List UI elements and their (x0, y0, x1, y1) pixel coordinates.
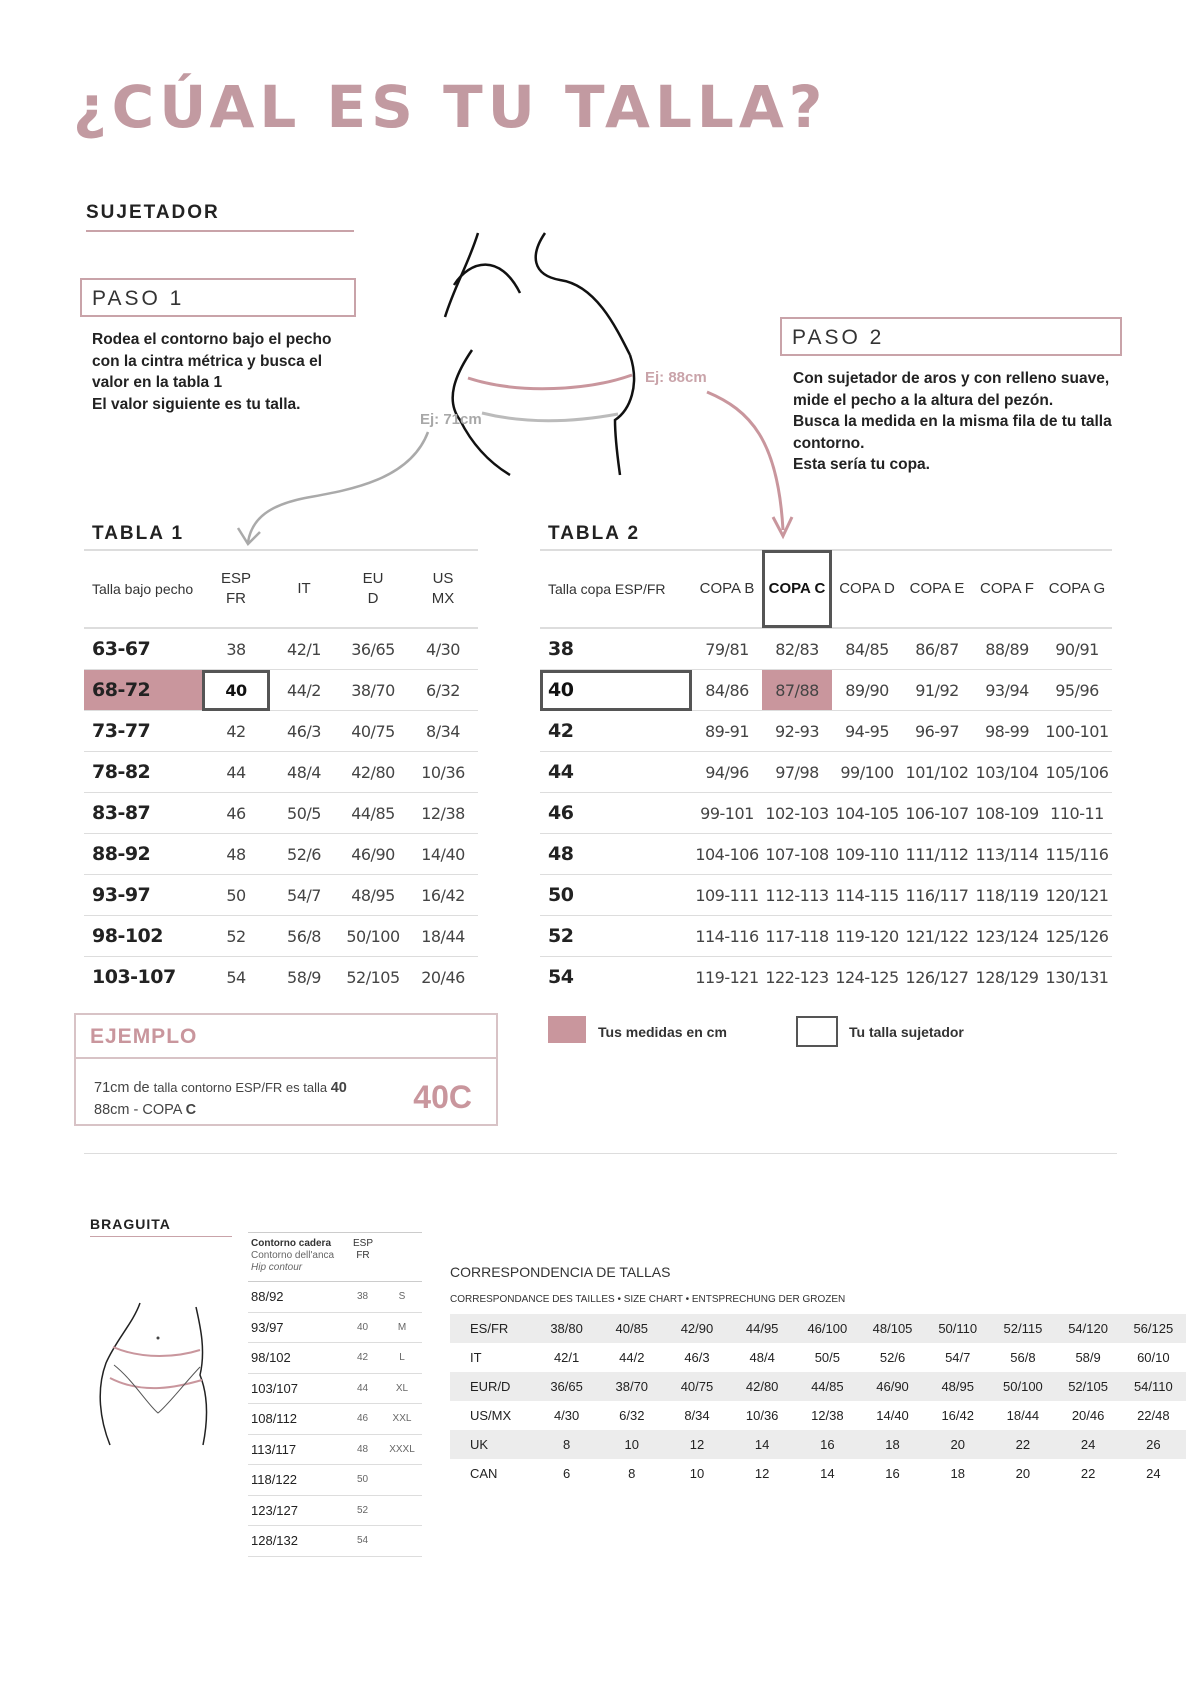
paso2-line: mide el pecho a la altura del pezón. (793, 391, 1054, 409)
t2-cell: 122-123 (765, 967, 829, 987)
c-cell: 22 (1080, 1466, 1096, 1481)
t2-cell: 99/100 (832, 752, 902, 793)
t2-cell: 46 (540, 793, 692, 834)
b-cell: 44 (343, 1373, 383, 1404)
t2-cell: 109-111 (692, 875, 762, 916)
briefs-illustration (88, 1295, 218, 1450)
table-row (450, 1343, 1186, 1372)
t2-cell: 86/87 (902, 628, 972, 670)
c-cell: 48/105 (860, 1314, 925, 1343)
c-cell: 20 (925, 1430, 990, 1459)
paso1-line: El valor siguiente es tu talla. (92, 395, 301, 413)
correspondencia-subtitle: CORRESPONDANCE DES TAILLES • SIZE CHART • ENTSPRECHUNG DER GROZEN (450, 1294, 846, 1305)
t2-cell: 92-93 (762, 711, 832, 752)
ejemplo-heading: EJEMPLO (76, 1015, 496, 1059)
underbust-hint: Ej: 71cm (420, 411, 482, 428)
c-cell: US/MX (470, 1408, 512, 1423)
c-cell: 50/5 (814, 1350, 840, 1365)
t2-cell: 111/112 (902, 834, 972, 875)
table-row (84, 752, 478, 793)
t2-cell: 91/92 (902, 670, 972, 711)
c-cell: 24 (1056, 1430, 1121, 1459)
c-cell: 6 (562, 1466, 571, 1481)
table-row (450, 1430, 1186, 1459)
table-row (248, 1495, 422, 1526)
c-cell: 44/2 (619, 1350, 645, 1365)
t2-cell: 119-120 (832, 916, 902, 957)
t1-cell: 46/3 (270, 711, 338, 752)
c-cell: 6/32 (619, 1408, 645, 1423)
c-cell: 42/1 (553, 1350, 580, 1365)
c-cell: 58/9 (1075, 1350, 1101, 1365)
b-cell: 46 (343, 1404, 383, 1435)
c-cell: 8 (534, 1430, 599, 1459)
t2-cell: 95/96 (1042, 670, 1112, 711)
c-cell: 48/95 (925, 1372, 990, 1401)
table-row (540, 628, 1112, 670)
b-cell: 98/102 (248, 1343, 343, 1374)
t1-cell: 6/32 (408, 670, 478, 711)
t2-cell: 88/89 (972, 628, 1042, 670)
b-cell: 123/127 (248, 1495, 343, 1526)
bust-hint: Ej: 88cm (645, 369, 707, 386)
c-cell: 40/75 (664, 1372, 729, 1401)
c-cell: 48/4 (749, 1350, 775, 1365)
b-cell: S (383, 1282, 422, 1313)
c-cell: 10 (599, 1430, 664, 1459)
t2-cell: 104-105 (832, 793, 902, 834)
paso2-line: Con sujetador de aros y con relleno suave, (793, 370, 1110, 387)
c-cell: 60/10 (1137, 1350, 1170, 1365)
t2-header: COPA B (692, 550, 762, 628)
t2-cell: 90/91 (1042, 628, 1112, 670)
correspondencia-table (450, 1314, 1186, 1488)
t2-cell: 117-118 (762, 916, 832, 957)
table-row (84, 670, 478, 711)
t1-cell: 16/42 (408, 875, 478, 916)
b-cell: 50 (343, 1465, 383, 1496)
t1-cell: 50 (202, 875, 270, 916)
table-row (540, 752, 1112, 793)
t2-cell: 100-101 (1042, 711, 1112, 752)
page-title: ¿CÚAL ES TU TALLA? (73, 73, 828, 141)
t1-cell: 42/80 (338, 752, 408, 793)
paso2-label: PASO 2 (792, 326, 885, 349)
b-cell (383, 1495, 422, 1526)
t2-cell: 54 (548, 966, 574, 988)
table-row (248, 1373, 422, 1404)
divider (84, 1153, 1117, 1154)
legend-size-swatch (796, 1016, 838, 1047)
t2-cell: 94/96 (692, 752, 762, 793)
b-cell: 52 (343, 1495, 383, 1526)
c-cell: 18 (860, 1430, 925, 1459)
t1-cell: 46 (202, 793, 270, 834)
t1-cell: 48 (202, 834, 270, 875)
legend-measures-label: Tus medidas en cm (598, 1024, 727, 1040)
t2-cell: 97/98 (762, 752, 832, 793)
t1-cell: 4/30 (408, 628, 478, 670)
table-row (84, 711, 478, 752)
t2-cell-selected: 40 (540, 670, 692, 711)
table-row (84, 628, 478, 670)
table-row (540, 957, 1112, 998)
t1-cell: 48/4 (270, 752, 338, 793)
c-cell: 16/42 (941, 1408, 974, 1423)
t2-cell: 113/114 (972, 834, 1042, 875)
c-cell: 52/115 (990, 1314, 1055, 1343)
t2-cell: 89-91 (692, 711, 762, 752)
t2-header: COPA F (972, 550, 1042, 628)
t1-cell: 42 (202, 711, 270, 752)
t2-cell: 118/119 (972, 875, 1042, 916)
table-row (248, 1282, 422, 1313)
c-cell: 38/70 (599, 1372, 664, 1401)
c-cell: 54/7 (945, 1350, 971, 1365)
table-row (540, 670, 1112, 711)
t1-cell: 56/8 (270, 916, 338, 957)
c-cell: 46/100 (795, 1314, 860, 1343)
t1-cell: 50/100 (338, 916, 408, 957)
b-cell (383, 1526, 422, 1557)
c-cell: 38/80 (534, 1314, 599, 1343)
c-cell: 56/8 (1010, 1350, 1036, 1365)
table-row (84, 957, 478, 998)
b-cell: 88/92 (248, 1282, 343, 1313)
t1-cell: 10/36 (408, 752, 478, 793)
b-cell: 128/132 (248, 1526, 343, 1557)
table-row (450, 1459, 1186, 1488)
b-cell (383, 1465, 422, 1496)
t2-cell: 121/122 (902, 916, 972, 957)
t1-cell: 83-87 (84, 793, 202, 834)
table-row (248, 1404, 422, 1435)
t2-cell: 109-110 (832, 834, 902, 875)
b-cell: L (383, 1343, 422, 1374)
t2-cell: 116/117 (902, 875, 972, 916)
t2-cell: 112-113 (762, 875, 832, 916)
legend-measures-swatch (548, 1016, 586, 1043)
t1-cell: 18/44 (408, 916, 478, 957)
t1-cell: 50/5 (270, 793, 338, 834)
sujetador-heading: SUJETADOR (86, 202, 220, 223)
c-cell: 52/105 (1056, 1372, 1121, 1401)
c-cell: IT (470, 1350, 482, 1365)
tabla2 (540, 549, 1112, 997)
b-cell: 108/112 (248, 1404, 343, 1435)
t2-cell: 84/85 (832, 628, 902, 670)
ej-part: 71cm de (94, 1080, 154, 1096)
c-cell: 16 (795, 1430, 860, 1459)
t1-cell: 12/38 (408, 793, 478, 834)
table-row (540, 711, 1112, 752)
t2-header: COPA E (902, 550, 972, 628)
b-cell: 54 (343, 1526, 383, 1557)
braguita-table (248, 1232, 422, 1557)
c-cell: 24 (1146, 1466, 1161, 1481)
c-cell: 22 (990, 1430, 1055, 1459)
t1-cell: 46/90 (338, 834, 408, 875)
t1-cell: 38/70 (338, 670, 408, 711)
paso2-box (780, 317, 1122, 356)
table-row (450, 1401, 1186, 1430)
b-cell: 40 (343, 1312, 383, 1343)
c-cell: 20 (1015, 1466, 1031, 1481)
c-cell: 44/95 (730, 1314, 795, 1343)
b-cell: M (383, 1312, 422, 1343)
c-cell: 12 (664, 1430, 729, 1459)
table-row (540, 793, 1112, 834)
ejemplo-box (74, 1013, 498, 1126)
t2-cell: 48 (540, 834, 692, 875)
c-cell: 50/100 (990, 1372, 1055, 1401)
t1-cell: 44 (202, 752, 270, 793)
t1-cell: 98-102 (84, 916, 202, 957)
paso1-label: PASO 1 (92, 287, 185, 310)
c-cell: 14 (730, 1430, 795, 1459)
t2-cell: 115/116 (1042, 834, 1112, 875)
table-row (248, 1312, 422, 1343)
t1-header: US MX (408, 550, 478, 628)
table-row (248, 1434, 422, 1465)
paso2-line: Esta sería tu copa. (793, 456, 930, 473)
tabla1 (84, 549, 478, 997)
tabla2-heading: TABLA 2 (548, 523, 641, 544)
b-cell: 38 (343, 1282, 383, 1313)
t1-cell: 36/65 (338, 628, 408, 670)
paso2-text (793, 368, 1112, 476)
t2-cell: 96-97 (902, 711, 972, 752)
braguita-heading: BRAGUITA (90, 1216, 171, 1232)
t1-cell-highlight: 68-72 (84, 670, 202, 711)
t2-cell: 89/90 (832, 670, 902, 711)
t2-cell: 99-101 (692, 793, 762, 834)
c-cell: 4/30 (553, 1408, 580, 1423)
t1-cell: 14/40 (408, 834, 478, 875)
c-cell: 40/85 (599, 1314, 664, 1343)
t2-header: COPA G (1042, 550, 1112, 628)
b-cell: 48 (343, 1434, 383, 1465)
braguita-header: Contorno cadera Contorno dell'anca Hip contour (248, 1233, 343, 1282)
t1-cell: 58/9 (287, 967, 321, 987)
t2-cell: 103/104 (972, 752, 1042, 793)
arrows (230, 380, 830, 550)
t1-cell: 52/105 (346, 967, 400, 987)
c-cell: 16 (885, 1466, 900, 1481)
c-cell: 12/38 (811, 1408, 844, 1423)
paso1-line: con la cintra métrica y busca el (92, 352, 323, 370)
table-row (450, 1372, 1186, 1401)
b-cell: XL (383, 1373, 422, 1404)
c-cell: 54/110 (1121, 1372, 1186, 1401)
t2-cell: 108-109 (972, 793, 1042, 834)
t1-cell: 8/34 (408, 711, 478, 752)
t2-cell: 101/102 (902, 752, 972, 793)
t1-cell: 78-82 (84, 752, 202, 793)
t1-cell: 52 (202, 916, 270, 957)
c-cell: 44/85 (795, 1372, 860, 1401)
t2-header: COPA D (832, 550, 902, 628)
t2-cell: 38 (540, 628, 692, 670)
t2-cell: 123/124 (972, 916, 1042, 957)
t1-cell: 40/75 (338, 711, 408, 752)
braguita-header: ESP FR (343, 1233, 383, 1282)
t2-cell: 120/121 (1042, 875, 1112, 916)
ej-part: C (185, 1102, 197, 1118)
c-cell: 18 (950, 1466, 965, 1481)
paso1-line: Rodea el contorno bajo el pecho (92, 331, 332, 348)
table-row (84, 834, 478, 875)
t1-header: IT (270, 550, 338, 628)
table-row (540, 875, 1112, 916)
b-cell: 103/107 (248, 1373, 343, 1404)
t2-cell: 42 (540, 711, 692, 752)
b-cell: XXXL (383, 1434, 422, 1465)
correspondencia-title: CORRESPONDENCIA DE TALLAS (450, 1264, 671, 1280)
t2-cell: 105/106 (1042, 752, 1112, 793)
t1-header: EU D (338, 550, 408, 628)
t1-cell: 73-77 (84, 711, 202, 752)
c-cell: EUR/D (450, 1372, 534, 1401)
c-cell: 22/48 (1137, 1408, 1170, 1423)
t2-cell: 104-106 (692, 834, 762, 875)
c-cell: ES/FR (450, 1314, 534, 1343)
t2-cell: 50 (540, 875, 692, 916)
paso2-line: contorno. (793, 434, 865, 452)
c-cell: 18/44 (1006, 1408, 1040, 1423)
t2-cell: 110-11 (1042, 793, 1112, 834)
t2-cell: 107-108 (762, 834, 832, 875)
table-row (540, 916, 1112, 957)
t2-cell: 130/131 (1045, 967, 1109, 987)
c-cell: 12 (754, 1466, 770, 1481)
c-cell: 42/80 (730, 1372, 795, 1401)
t2-cell: 114-116 (692, 916, 762, 957)
t2-cell: 98-99 (972, 711, 1042, 752)
paso1-line: valor en la tabla 1 (92, 374, 223, 391)
t1-cell: 20/46 (421, 967, 465, 987)
t1-cell: 63-67 (84, 628, 202, 670)
c-cell: UK (450, 1430, 534, 1459)
t1-cell: 103-107 (92, 966, 176, 988)
t2-cell: 84/86 (692, 670, 762, 711)
ej-part: 88cm - COPA (94, 1102, 186, 1118)
t1-cell: 38 (202, 628, 270, 670)
t1-header: Talla bajo pecho (84, 550, 202, 628)
c-cell: 10 (689, 1466, 705, 1481)
table-row (248, 1465, 422, 1496)
t1-cell: 44/2 (270, 670, 338, 711)
b-cell: XXL (383, 1404, 422, 1435)
c-cell: 36/65 (534, 1372, 599, 1401)
table-row (450, 1314, 1186, 1343)
t2-cell: 79/81 (692, 628, 762, 670)
paso1-box (80, 278, 356, 317)
table-row (248, 1526, 422, 1557)
c-cell: 46/3 (684, 1350, 710, 1365)
t1-cell: 54/7 (270, 875, 338, 916)
c-cell: 8/34 (684, 1408, 710, 1423)
t2-header-selected: COPA C (762, 550, 832, 628)
c-cell: CAN (470, 1466, 498, 1481)
table-row (540, 834, 1112, 875)
c-cell: 56/125 (1121, 1314, 1186, 1343)
c-cell: 14/40 (876, 1408, 909, 1423)
t2-cell: 52 (540, 916, 692, 957)
table-row (84, 916, 478, 957)
c-cell: 42/90 (664, 1314, 729, 1343)
paso2-line: Busca la medida en la misma fila de tu talla (793, 413, 1112, 430)
ej-part: talla contorno ESP/FR es talla (153, 1080, 331, 1095)
braguita-header (383, 1233, 422, 1282)
t2-cell: 128/129 (975, 967, 1039, 987)
table-row (248, 1343, 422, 1374)
t2-cell: 44 (540, 752, 692, 793)
table-row (84, 875, 478, 916)
t2-cell: 114-115 (832, 875, 902, 916)
c-cell: 8 (628, 1466, 636, 1481)
ejemplo-text (94, 1077, 347, 1121)
ej-part: 40 (330, 1080, 347, 1096)
t1-cell: 88-92 (84, 834, 202, 875)
b-cell: 93/97 (248, 1312, 343, 1343)
t1-cell: 54 (226, 967, 246, 987)
t1-header: ESP FR (202, 550, 270, 628)
t2-cell: 119-121 (695, 967, 759, 987)
t2-cell: 124-125 (835, 967, 899, 987)
ejemplo-result: 40C (413, 1079, 472, 1115)
c-cell: 20/46 (1071, 1408, 1105, 1423)
c-cell: 52/6 (879, 1350, 906, 1365)
c-cell: 14 (820, 1466, 835, 1481)
b-cell: 113/117 (248, 1434, 343, 1465)
c-cell: 54/120 (1056, 1314, 1121, 1343)
b-cell: 42 (343, 1343, 383, 1374)
sujetador-underline (86, 230, 354, 232)
b-cell: 118/122 (248, 1465, 343, 1496)
t1-cell: 52/6 (270, 834, 338, 875)
t1-cell: 44/85 (338, 793, 408, 834)
legend-size-label: Tu talla sujetador (849, 1024, 964, 1040)
tabla1-heading: TABLA 1 (92, 523, 185, 544)
t2-cell: 82/83 (762, 628, 832, 670)
t1-cell-selected: 40 (202, 670, 270, 711)
t2-cell: 126/127 (905, 967, 969, 987)
c-cell: 46/90 (860, 1372, 925, 1401)
t2-cell: 106-107 (902, 793, 972, 834)
t2-cell: 102-103 (762, 793, 832, 834)
c-cell: 26 (1121, 1430, 1186, 1459)
table-row (84, 793, 478, 834)
c-cell: 50/110 (925, 1314, 990, 1343)
c-cell: 10/36 (745, 1408, 779, 1423)
t1-cell: 93-97 (84, 875, 202, 916)
t2-header: Talla copa ESP/FR (540, 550, 692, 628)
t1-cell: 48/95 (338, 875, 408, 916)
t2-cell: 93/94 (972, 670, 1042, 711)
braguita-underline (90, 1236, 232, 1237)
t1-cell: 42/1 (270, 628, 338, 670)
t2-cell: 94-95 (832, 711, 902, 752)
t2-cell: 125/126 (1042, 916, 1112, 957)
t2-cell-highlight: 87/88 (762, 670, 832, 711)
